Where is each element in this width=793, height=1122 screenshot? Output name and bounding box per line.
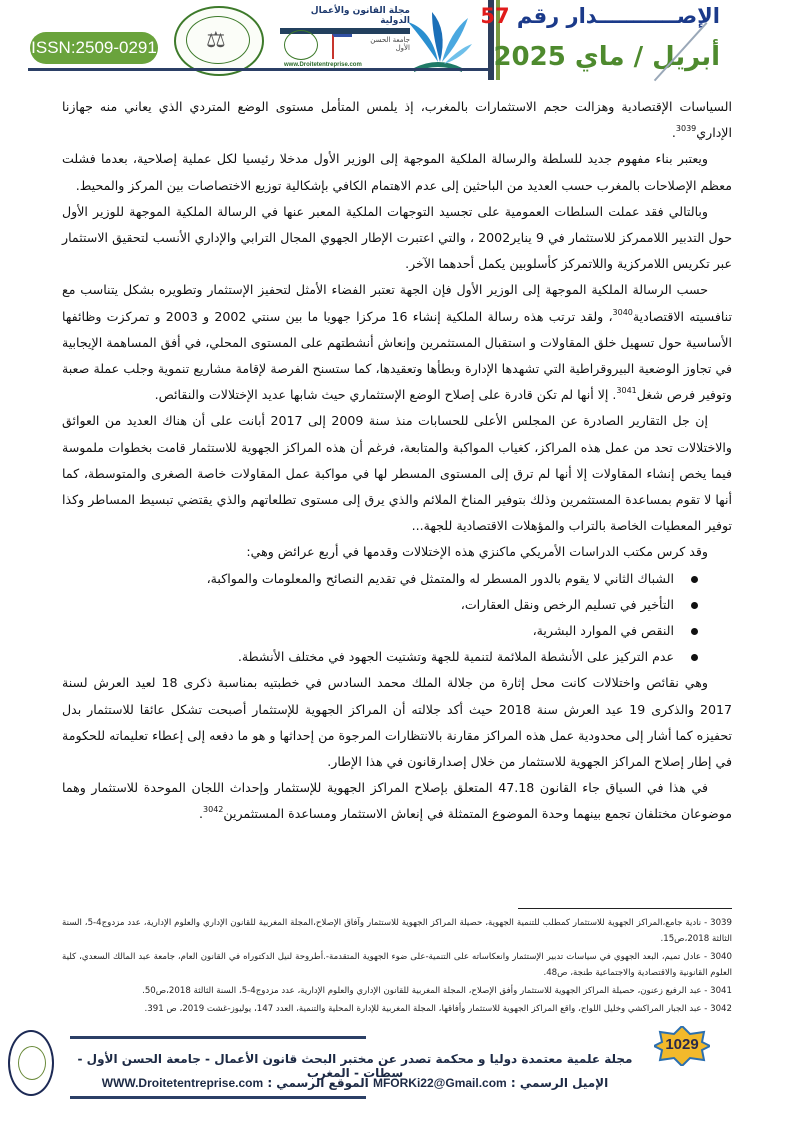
scales-of-justice-icon: ⚖ xyxy=(206,28,226,53)
page-number-badge xyxy=(654,1026,710,1066)
site-label: الموقع الرسمي : xyxy=(267,1076,369,1090)
footnote-ref[interactable]: 3042 xyxy=(203,805,224,815)
footnote: 3041 - عبد الرفيع زعنون، حصيلة المراكز الجهوية للاستثمار وأفق الإصلاح، المجلة المغربية للقانون الإداري والعلوم الإدارية، عدد مزدوج4-5، السنة الثالثة 2018،ص50. xyxy=(142,986,732,996)
paragraph: حسب الرسالة الملكية الموجهة إلى الوزير الأول فإن الجهة تعتبر الفضاء الأمثل لتحفيز الإستثمار وتطويره بشكل يتناسب مع تنافسيته الاقتصادية$^{3040}$، ولقد ترتب هذه رسالة الملكية إنشاء 16 مركزا جهويا ما بين سنتي 2002 و 2003 و تمركزت وظائفها الأساسية حول تسهيل خلق المقاولات و استقبال المستثمرين وإنعاش أنشطتهم على المستوى المحلي، في أفق المساهمة الإيجابية في تجاوز الوضعية البيروقراطية التي تشهدها الإدارة وبطأها وتعقيدها، كما ستسنح الفرصة لإقامة مشاريع تنموية وجلب عملة صعبة وتوفير فرص شغل$^{3041}$. إلا أنها لم تكن قادرة على إصلاح الوضع الإستثماري حيث شابها عديد الإختلالات والنقائص. xyxy=(62,282,732,403)
footer-contact xyxy=(70,1076,640,1090)
list-item: التأخير في تسليم الرخص ونقل العقارات، xyxy=(62,592,698,618)
footer-rule-bottom xyxy=(70,1096,366,1099)
issue-number: 57 xyxy=(480,4,510,28)
page-number: 1029 xyxy=(665,1036,699,1053)
paragraph: ويعتبر بناء مفهوم جديد للسلطة والرسالة الملكية الموجهة إلى الوزير الأول مدخلا رئيسيا لكل عملية إصلاحية، بعدما فشلت معظم الإصلاحات بالمغرب حسب العديد من الباحثين إلى عدم الاهتمام الكافي بإشكالية توزيع الاختصاصات بين المركز والمحيط. xyxy=(62,151,732,193)
website-link[interactable]: WWW.Droitetentreprise.com xyxy=(101,1076,264,1090)
list-item: النقص في الموارد البشرية، xyxy=(62,618,698,644)
editor-seal-logo xyxy=(8,1030,54,1096)
footer-journal-description: مجلة علمية معتمدة دوليا و محكمة تصدر عن مختبر البحث قانون الأعمال - جامعة الحسن الأول - سطات - المغرب xyxy=(77,1052,633,1080)
footnote-ref[interactable]: 3041 xyxy=(616,386,637,396)
list-item: عدم التركيز على الأنشطة الملائمة لتنمية للجهة وتشتيت الجهود في مختلف الأنشطة. xyxy=(62,644,698,670)
paragraph: السياسات الإقتصادية وهزالت حجم الاستثمارات بالمغرب، إذ يلمس المتأمل مستوى الوضع المتردي الذي يعاني منه جهازنا الإداري$^{3039}$. xyxy=(62,99,732,141)
research-lab-seal-logo xyxy=(174,6,264,76)
footnote: 3039 - نادية جامع،المراكز الجهوية للاستثمار كمطلب للتنمية الجهوية، حصيلة المراكز الجهوية للاستثمار وآفاق الإصلاح،المجلة المغربية للقانون الإداري والعلوم الإدارية، عدد مزدوج4-5، السنة الثالثة 2018،ص15. xyxy=(62,918,732,944)
email-link[interactable]: MFORKi22@Gmail.com xyxy=(372,1076,507,1090)
bullet-icon xyxy=(691,628,698,635)
issue-number-title xyxy=(480,4,720,34)
footer-rule-top xyxy=(70,1036,366,1039)
journal-title: مجلة القانون والأعمال الدولية xyxy=(310,6,410,26)
footnote: 3042 - عبد الجبار المراكشي وخليل اللواح، واقع المراكز الجهوية للاستثمار وأفاقها، المجلة المغربية للإدارة المحلية والتنمية، العدد 147، يوليوز-غشت 2019، ص 391. xyxy=(144,1004,732,1014)
open-book-logo-icon xyxy=(402,8,474,74)
paragraph: وبالتالي فقد عملت السلطات العمومية على تجسيد التوجهات الملكية المعبر عنها في الرسالة الملكية الموجهة للوزير الأول حول التدبير اللاممركز للاستثمار في 9 يناير2002 ، والتي اعتبرت الإطار الجهوي المجال الترابي والإداري الأنسب لتحقيق الاستثمار عبر تكريس اللامركزية واللاتمركز كأسلوبين يكمل أحدهما الآخر. xyxy=(62,203,732,272)
university-name: جامعة الحسن الأول xyxy=(370,36,410,52)
journal-banner-logo xyxy=(280,6,410,70)
article-body xyxy=(62,94,732,828)
issue-label: الإصـــــــــــدار رقم xyxy=(516,4,720,28)
footnote-ref[interactable]: 3040 xyxy=(612,307,633,317)
list-item: الشباك الثاني لا يقوم بالدور المسطر له والمتمثل في تقديم النصائح والمعلومات والمواكبة، xyxy=(62,566,698,592)
email-label: الإميل الرسمي : xyxy=(510,1076,609,1090)
footnote: 3040 - عادل تميم، البعد الجهوي في سياسات تدبير الإستثمار وانعكاساته على التنمية-على ضوء الجهوية المتقدمة-.أطروحة لنيل الدكتوراه في القانون العام، جامعة عبد المالك السعدي، كلية العلوم القانونية والاقتصادية والاجتماعية طنجة، ص48. xyxy=(62,952,732,978)
bullet-icon xyxy=(691,576,698,583)
issue-date: أبريل / ماي 2025 xyxy=(493,42,720,72)
paragraph: وهي نقائص واختلالات كانت محل إثارة من جلالة الملك محمد السادس في خطبتيه بمناسبة ذكرى 18 لعيد العرش لسنة 2017 والذكرى 19 عيد العرش سنة 2018 حيث أكد جلالته أن المراكز الجهوية للإستثمار أصبحت تشكل عائقا للاستثمار بدل تحفيزه كما أشار إلى محدودية عمل هذه المراكز مقارنة بالانتظارات المرجوة من إحداثها و هو ما دفعه إلى إعطاء تعليماته للحكومة في إطار إصلاح المراكز الجهوية للاستثمار من خلال إصدارقانون في هذا الإطار. xyxy=(62,675,732,770)
issn-badge: ISSN:2509-0291 xyxy=(30,32,158,64)
paragraph: إن جل التقارير الصادرة عن المجلس الأعلى للحسابات منذ سنة 2009 إلى 2017 أبانت على أن هناك العديد من العوائق والاختلالات تحد من عمل هذه المراكز، كغياب المواكبة والمتابعة، فرغم أن هذه المراكز الجهوية للاستثمار قامت بخطوات ملموسة فيما يخص إنشاء المقاولات إلا أنها لم ترق إلى المستوى المسطر لها في مواكبة عمل المقاولات خاصة الصغرى والمتوسطة، كما أنها لا تقوم بمساعدة المستثمرين وذلك بتوفير المناخ الملائم والذي يرق إلى مستوى تطلعاتهم والذي يقتضي تبسيط المساطر وكذا توفير المعطيات الخاصة بالتراب والمؤهلات الاقتصادية للجهة... xyxy=(62,413,732,534)
header-website: www.Droitetentreprise.com xyxy=(284,62,362,68)
footnote-ref[interactable]: 3039 xyxy=(675,124,697,134)
footnotes xyxy=(62,915,732,1019)
university-logo-icon xyxy=(332,34,352,59)
paragraph: في هذا في السياق جاء القانون 47.18 المتعلق بإصلاح المراكز الجهوية للإستثمار وإحداث اللجان الموحدة للاستثمار وهما موضوعان مختلفان تجمع بينهما وحدة الموضوع المتمثلة في إنعاش الاستثمار ومساعدة المستثمرين$^{3042}$. xyxy=(62,780,732,822)
bullet-icon xyxy=(691,654,698,661)
mini-seal-icon xyxy=(284,30,318,60)
page-header xyxy=(0,0,793,82)
shortcomings-list xyxy=(62,566,732,671)
bullet-icon xyxy=(691,602,698,609)
footnote-separator xyxy=(518,908,732,909)
seal-inner-ring xyxy=(18,1046,46,1080)
paragraph: وقد كرس مكتب الدراسات الأمريكي ماكنزي هذه الإختلالات وقدمها في أربع عرائض وهي: xyxy=(246,544,708,560)
header-rule xyxy=(28,68,488,71)
